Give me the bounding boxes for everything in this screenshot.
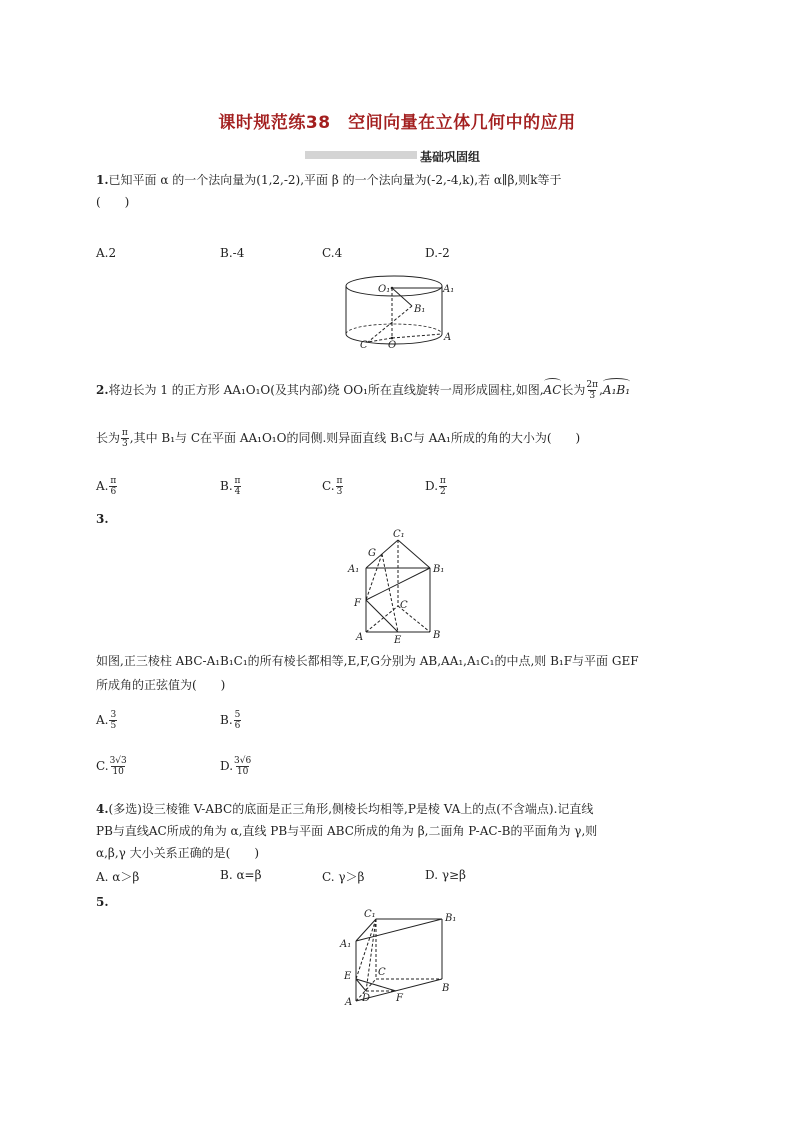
q2-option-b-den: 4 (234, 487, 241, 497)
fig5-label-b: B (442, 983, 450, 994)
q3-option-d (220, 756, 252, 777)
fig5-label-b1: B₁ (445, 913, 457, 924)
q2-text-b: 长为 (561, 383, 586, 397)
q2-option-c-num: π (336, 476, 343, 486)
q3-option-d-frac (234, 756, 251, 777)
q2-fraction-2 (121, 428, 129, 449)
q2-frac2-den: 3 (122, 439, 128, 449)
q2-text-c: , (599, 383, 603, 397)
q3-option-d-prefix: D. (220, 759, 234, 773)
q3-option-b-den: 6 (234, 721, 241, 731)
fig5-label-f: F (396, 993, 403, 1004)
q3-option-b (220, 710, 242, 731)
q3-line2: 所成角的正弦值为( ) (96, 678, 226, 692)
q3-number-line (96, 510, 109, 528)
q4-line2: PB与直线AC所成的角为 α,直线 PB与平面 ABC所成的角为 β,二面角 P-AC-B的平面角为 γ,则 (96, 824, 598, 838)
q2-option-a-prefix: A. (96, 479, 109, 493)
q3-option-c-prefix: C. (96, 759, 109, 773)
fig3-label-e: E (394, 635, 402, 644)
q2-option-c-prefix: C. (322, 479, 335, 493)
q1-option-d: D.-2 (425, 246, 450, 260)
q2-option-a-frac (109, 476, 117, 497)
q1-option-b: B.-4 (220, 246, 245, 260)
q4-text: (多选)设三棱锥 V-ABC的底面是正三角形,侧棱长均相等,P是棱 VA上的点(不含端点).记直线 (108, 802, 594, 816)
q4-number: 4. (96, 802, 109, 816)
q2-option-b (220, 476, 242, 497)
q3-option-b-prefix: B. (220, 713, 233, 727)
q2-number: 2. (96, 383, 109, 397)
fig5-label-e: E (344, 971, 352, 982)
q2-line1 (96, 380, 630, 401)
fig1-label-c: C (360, 340, 368, 351)
q2-frac2-num: π (121, 428, 128, 438)
fig3-label-a1: A₁ (348, 564, 360, 575)
q3-option-c-frac (110, 756, 127, 777)
section-bar (305, 151, 417, 159)
q2-option-c-den: 3 (336, 487, 343, 497)
q2-option-d-prefix: D. (425, 479, 439, 493)
fig5-label-c1: C₁ (364, 909, 376, 920)
q2-option-a-num: π (110, 476, 117, 486)
q1-number: 1. (96, 173, 109, 187)
q2-option-d-frac (439, 476, 447, 497)
q2-option-a-den: 6 (110, 487, 117, 497)
q3-option-a-den: 5 (110, 721, 117, 731)
q3-number: 3. (96, 512, 109, 526)
q3-option-b-frac (234, 710, 242, 731)
fig1-label-a1: A₁ (443, 284, 455, 295)
q1-line1 (96, 171, 562, 189)
prism-figure-5 (338, 905, 468, 1009)
section-label: 基础巩固组 (420, 150, 481, 164)
q3-option-a-prefix: A. (96, 713, 109, 727)
q2-option-b-prefix: B. (220, 479, 233, 493)
fig1-label-a: A (444, 332, 452, 343)
fig5-label-a1: A₁ (340, 939, 352, 950)
fig1-label-b1: B₁ (414, 304, 426, 315)
q3-option-a (96, 710, 118, 731)
q3-line1: 如图,正三棱柱 ABC-A₁B₁C₁的所有棱长都相等,E,F,G分别为 AB,AA₁,A₁C₁的中点,则 B₁F与平面 GEF (96, 654, 639, 668)
q2-option-d-den: 2 (440, 487, 446, 497)
q1-line2: ( ) (96, 195, 130, 209)
fig5-label-d: D (362, 993, 371, 1004)
q2-option-b-num: π (234, 476, 241, 486)
q3-option-c-den: 10 (112, 767, 124, 777)
q2-line2-b: ,其中 B₁与 C在平面 AA₁O₁O的同侧.则异面直线 B₁C与 AA₁所成的角的大小为( ) (129, 431, 581, 445)
q4-line3: α,β,γ 大小关系正确的是( ) (96, 846, 260, 860)
fig5-label-c: C (378, 967, 386, 978)
fig3-label-c: C (400, 600, 408, 611)
q3-option-a-frac (109, 710, 117, 731)
q4-option-a: A. α＞β (96, 870, 140, 884)
q2-frac1-den: 3 (589, 391, 596, 401)
q2-option-c-frac (336, 476, 344, 497)
q2-option-d-num: π (439, 476, 446, 486)
q3-option-a-num: 3 (110, 710, 117, 720)
fig1-label-o: O (388, 340, 397, 351)
q1-option-c: C.4 (322, 246, 343, 260)
cylinder-figure (338, 268, 458, 356)
fig3-label-b1: B₁ (433, 564, 445, 575)
fig3-label-f: F (354, 598, 361, 609)
fig1-label-o1: O₁ (378, 284, 391, 295)
q2-arc-ac: AC (543, 383, 562, 397)
q2-option-d (425, 476, 448, 497)
q5-number-line (96, 893, 109, 911)
q1-option-a: A.2 (96, 246, 117, 260)
q2-arc-a1b1: A₁B₁ (602, 383, 631, 397)
q2-option-c (322, 476, 344, 497)
fig3-label-g: G (368, 548, 376, 559)
q1-text: 已知平面 α 的一个法向量为(1,2,-2),平面 β 的一个法向量为(-2,-4,k),若 α∥β,则k等于 (108, 173, 562, 187)
fig3-label-a: A (356, 632, 364, 643)
q3-option-b-num: 5 (234, 710, 241, 720)
fig3-label-c1: C₁ (393, 529, 405, 540)
q3-option-d-num: 3√6 (234, 756, 252, 766)
q2-fraction-1 (586, 380, 598, 401)
q2-text-a: 将边长为 1 的正方形 AA₁O₁O(及其内部)绕 OO₁所在直线旋转一周形成圆柱,如图, (108, 383, 544, 397)
q2-line2 (96, 428, 580, 449)
q2-line2-a: 长为 (96, 431, 121, 445)
q4-line1 (96, 800, 593, 818)
q2-frac1-num: 2π (586, 380, 599, 390)
q5-number: 5. (96, 895, 109, 909)
q3-option-d-den: 10 (236, 767, 249, 777)
q4-option-c: C. γ＞β (322, 870, 365, 884)
q3-option-c (96, 756, 128, 777)
q4-option-d: D. γ≥β (425, 868, 466, 882)
q4-option-b: B. α=β (220, 868, 262, 882)
page-title: 课时规范练38 空间向量在立体几何中的应用 (218, 113, 576, 133)
q2-option-a (96, 476, 118, 497)
q2-option-b-frac (234, 476, 242, 497)
fig3-label-b: B (433, 630, 441, 641)
q3-option-c-num: 3√3 (109, 756, 127, 766)
prism-figure-3 (346, 526, 450, 644)
fig5-label-a: A (345, 997, 353, 1008)
